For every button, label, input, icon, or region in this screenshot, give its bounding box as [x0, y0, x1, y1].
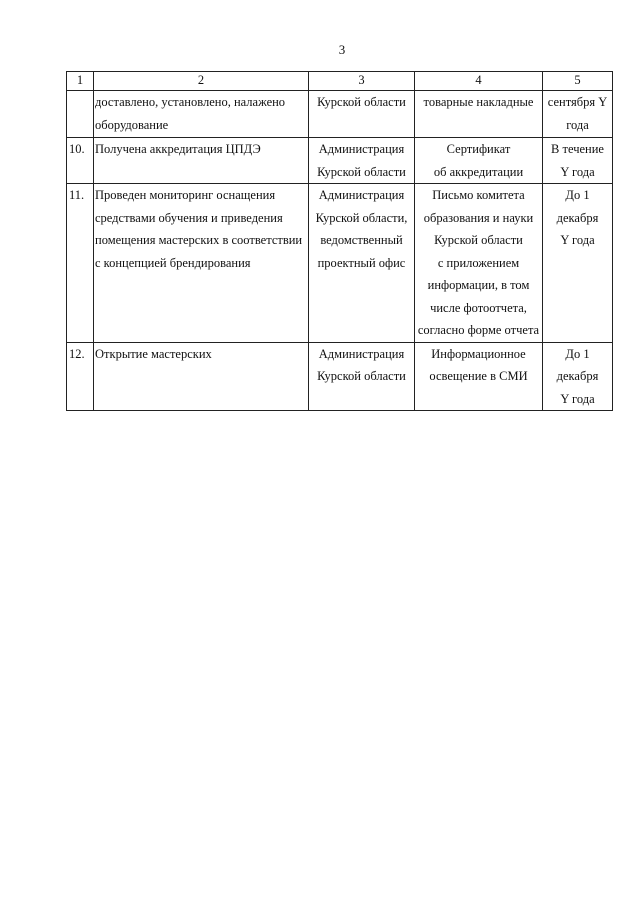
- document-table: [66, 71, 613, 411]
- event-cell: [94, 184, 309, 343]
- column-header-2: 2: [94, 72, 309, 91]
- document-cell: [415, 342, 543, 411]
- responsible-line: Администрация: [318, 142, 405, 156]
- row-number: 10.: [67, 138, 94, 184]
- responsible-line: Администрация: [318, 346, 405, 361]
- deadline-cell: [543, 184, 613, 343]
- row-number: 11.: [67, 184, 94, 343]
- deadline-line: Y года: [560, 391, 595, 406]
- deadline-line: До 1: [565, 346, 590, 361]
- responsible-cell: [309, 91, 415, 138]
- event-line: доставлено, установлено, налажено: [95, 95, 286, 109]
- document-line: Письмо комитета: [432, 188, 525, 202]
- deadline-cell: [543, 138, 613, 184]
- document-line: числе фотоотчета,: [430, 300, 527, 315]
- event-line: с концепцией брендирования: [95, 255, 251, 270]
- responsible-line: проектный офис: [317, 255, 406, 270]
- column-header-1: 1: [67, 72, 94, 91]
- event-line: оборудование: [95, 117, 169, 132]
- row-number: 12.: [67, 342, 94, 411]
- table-row: [67, 184, 613, 343]
- deadline-line: До 1: [565, 188, 590, 202]
- event-line: помещения мастерских в соответствии: [95, 233, 303, 247]
- responsible-line: Курской области,: [315, 210, 408, 225]
- deadline-line: В течение: [551, 142, 604, 156]
- responsible-cell: [309, 184, 415, 343]
- event-line: Проведен мониторинг оснащения: [95, 188, 276, 202]
- document-line: об аккредитации: [433, 164, 524, 179]
- document-cell: [415, 184, 543, 343]
- responsible-line: Курской области: [317, 369, 406, 383]
- table-row: [67, 342, 613, 411]
- event-cell: [94, 138, 309, 184]
- table-row: [67, 91, 613, 138]
- event-line: Открытие мастерских: [95, 346, 212, 361]
- document-line: с приложением: [437, 255, 520, 270]
- document-line: освещение в СМИ: [429, 369, 528, 383]
- deadline-line: года: [566, 117, 589, 132]
- page-number: 3: [338, 42, 346, 57]
- column-header-4: 4: [415, 72, 543, 91]
- document-line: образования и науки: [423, 210, 534, 225]
- event-line: средствами обучения и приведения: [95, 210, 283, 225]
- column-header-5: 5: [543, 72, 613, 91]
- responsible-line: Курской области: [317, 95, 406, 109]
- document-line: согласно форме отчета: [417, 323, 540, 337]
- document-line: товарные накладные: [423, 95, 534, 109]
- table-row: [67, 138, 613, 184]
- row-number: [67, 91, 94, 138]
- deadline-line: декабря: [556, 369, 599, 383]
- deadline-line: декабря: [556, 210, 599, 225]
- column-header-3: 3: [309, 72, 415, 91]
- deadline-cell: [543, 342, 613, 411]
- responsible-cell: [309, 138, 415, 184]
- document-line: Информационное: [431, 346, 526, 361]
- document-cell: [415, 91, 543, 138]
- deadline-line: Y года: [560, 164, 595, 179]
- responsible-line: ведомственный: [320, 233, 403, 247]
- event-line: Получена аккредитация ЦПДЭ: [95, 142, 261, 156]
- deadline-line: сентября Y: [547, 95, 608, 109]
- event-cell: [94, 91, 309, 138]
- deadline-cell: [543, 91, 613, 138]
- document-line: Курской области: [434, 233, 523, 247]
- document-cell: [415, 138, 543, 184]
- deadline-line: Y года: [560, 233, 595, 247]
- responsible-cell: [309, 342, 415, 411]
- document-line: Сертификат: [446, 142, 511, 156]
- responsible-line: Администрация: [318, 188, 405, 202]
- table-header-row: [67, 72, 613, 91]
- responsible-line: Курской области: [317, 164, 406, 179]
- event-cell: [94, 342, 309, 411]
- document-line: информации, в том: [427, 278, 530, 292]
